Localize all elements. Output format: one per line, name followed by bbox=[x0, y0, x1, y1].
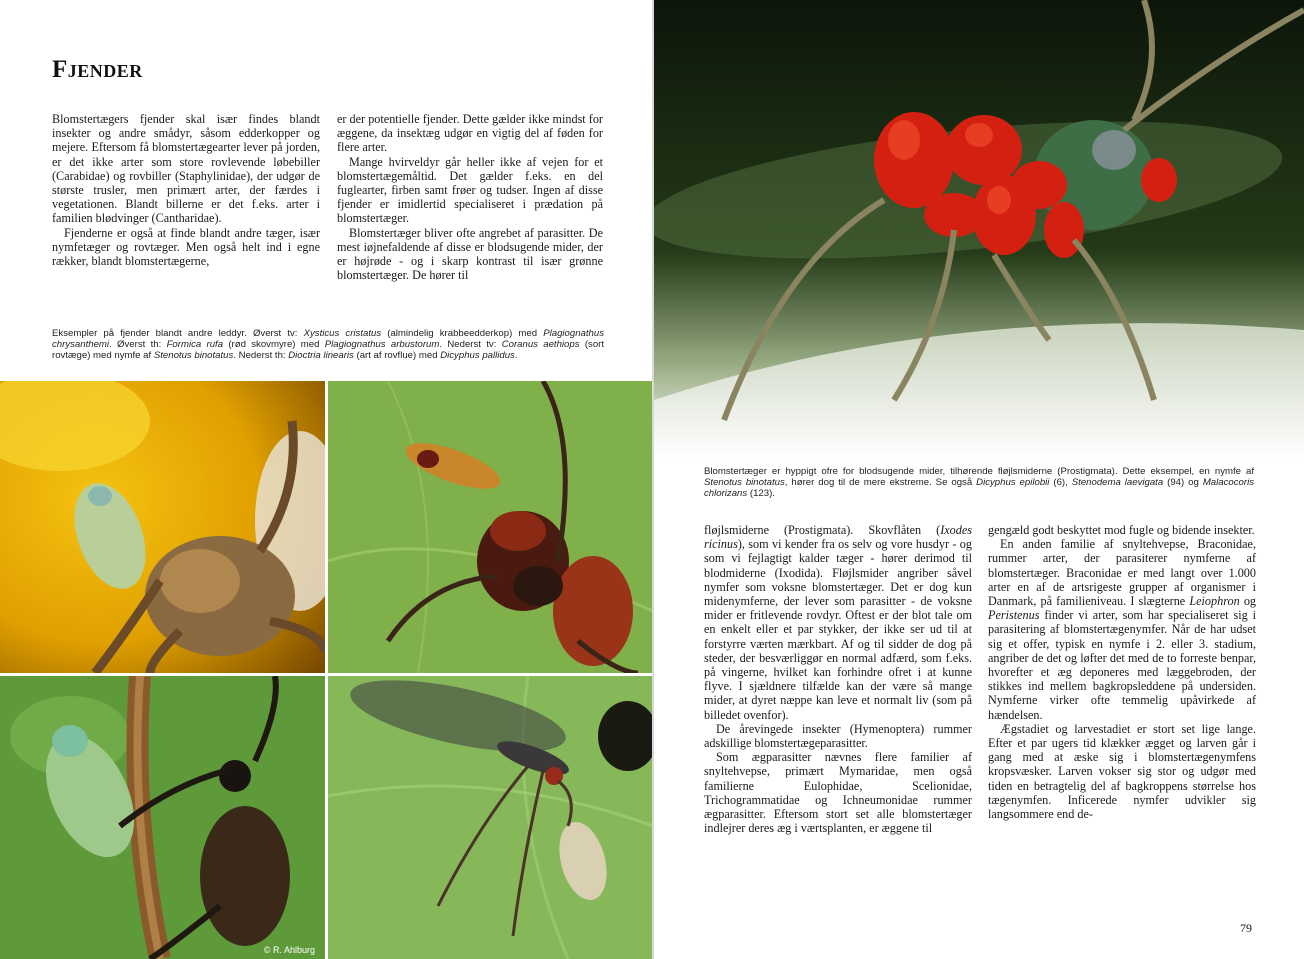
left-text-column-2 bbox=[337, 112, 603, 282]
left-text-column-1 bbox=[52, 112, 320, 268]
photo-red-wood-ant bbox=[328, 381, 652, 673]
hero-photo-caption: Blomstertæger er hyppigt ofre for blodsugende mider, tilhørende fløjlsmiderne (Prostigmata). Dette eksempel, en nymfe af Stenotus binotatus, hører dog til de mere ekstreme. Se også Dicyphus epilobii (6), Stenodema laevigata (94) og Malacocoris chlorizans (123). bbox=[704, 466, 1254, 500]
photo-crab-spider bbox=[0, 381, 325, 673]
paragraph: De årevingede insekter (Hymenoptera) rummer adskillige blomstertægeparasitter. bbox=[704, 721, 972, 751]
paragraph: gengæld godt beskyttet mod fugle og bidende insekter. bbox=[988, 523, 1255, 537]
photo-robber-fly bbox=[328, 676, 652, 959]
paragraph: Blomstertæger bliver ofte angrebet af parasitter. De mest iøjnefaldende af disse er blodsugende mider, der er højrøde - og i skarp kontrast til især grønne blomstertæger. De hører til bbox=[337, 225, 603, 283]
paragraph: Som ægparasitter nævnes flere familier af snyltehvepse, primært Mymaridae, men også familierne Eulophidae, Scelionidae, Trichogrammatidae og Ichneumonidae rummer ægparasitter. Eftersom stort set alle blomstertæger indlejrer deres æg i værtsplanten, er æggene til bbox=[704, 750, 972, 836]
right-page bbox=[654, 0, 1304, 959]
paragraph: fløjlsmiderne (Prostigmata). Skovflåten (Ixodes ricinus), som vi kender fra os selv og vore husdyr - og som vi fejlagtigt kalder tæger - hører derimod til blodmiderne (Ixodida). Fløjlsmider angriber såvel nymfer som voksne blomstertæger. Det er dog kun midenymferne, der lever som parasitter - de voksne mider er fritlevende rovdyr. Oftest er der blot tale om en enkelt eller et par stykker, der ikke ser ud til at forstyrre værten mærkbart. Af og til sidder de dog på steder, der besværliggør en normal adfærd, som f.eks. på vingerne, hvilket kan forhindre ofret i at kunne flyve. I sjældnere tilfælde kan der være så mange mider, at dyret næppe kan leve et normalt liv (som på billedet ovenfor). bbox=[704, 523, 972, 722]
page-title: Fjender bbox=[52, 56, 143, 83]
photo-grid-caption: Eksempler på fjender blandt andre leddyr. Øverst tv: Xysticus cristatus (almindelig krabbeedderkop) med Plagiognathus chrysanthemi. Øverst th: Formica rufa (rød skovmyre) med Plagiognathus arbustorum. Nederst tv: Coranus aethiops (sort rovtæge) med nymfe af Stenotus binotatus. Nederst th: Dioctria linearis (art af rovflue) med Dicyphus pallidus. bbox=[52, 328, 605, 362]
page-number: 79 bbox=[1240, 921, 1252, 935]
right-text-column-1 bbox=[704, 523, 972, 835]
paragraph: er der potentielle fjender. Dette gælder ikke mindst for æggene, da insektæg udgør en vigtig del af føden for flere arter. bbox=[337, 112, 603, 155]
paragraph: Fjenderne er også at finde blandt andre tæger, især nymfetæger og rovtæger. Men også helt ind i egne rækker, blandt blomstertægerne, bbox=[52, 225, 320, 269]
photo-credit: © R. Ahlburg bbox=[263, 945, 315, 955]
paragraph: Mange hvirveldyr går heller ikke af vejen for et blomstertægemåltid. Det gælder f.eks. en del fuglearter, firben samt frøer og tudser. Ingen af disse fjender er imidlertid specialiseret i prædation på blomstertæger. bbox=[337, 154, 603, 226]
paragraph: Ægstadiet og larvestadiet er stort set lige lange. Efter et par ugers tid klækker ægget og larven går i gang med at æske sig i blomstertægenymfens kropsvæsker. Larven vokser sig stor og udgør med tiden en betragtelig del af bagkroppens størrelse hos tægenymfen. Inficerede nymfer udvikler sig langsommere end de- bbox=[988, 721, 1256, 822]
photo-mite-infested-nymph bbox=[654, 0, 1304, 458]
photo-assassin-bug bbox=[0, 676, 325, 959]
paragraph: En anden familie af snyltehvepse, Braconidae, rummer arter, der parasiterer nymferne af blomstertæger. Braconidae er med langt over 1.000 arter en af de artsrigeste grupper af organismer i Danmark, på familieniveau. I slægterne Leiophron og Peristenus finder vi arter, som har specialiseret sig i parasitering af blomstertægenymfer. Når de har udset sig et offer, typisk en nymfe i 2. eller 3. stadium, angriber de det og løfter det med de to forreste benpar, hvorefter et æg deponeres med læggebroden, der stikkes ind mellem bagkropsleddene på undersiden. Nymferne virker ofte temmelig upåvirkede af hændelsen. bbox=[988, 537, 1256, 722]
right-text-column-2 bbox=[988, 523, 1256, 821]
paragraph: Blomstertægers fjender skal især findes blandt insekter og andre smådyr, såsom edderkopper og mejere. Eftersom få blomstertægearter lever på jorden, er det ikke arter som store rovlevende løbebiller (Carabidae) og rovbiller (Staphylinidae), der udgør de største trusler, men primært arter, der færdes i vegetationen. Blandt billerne er det f.eks. arter i familien blødvinger (Cantharidae). bbox=[52, 112, 320, 226]
